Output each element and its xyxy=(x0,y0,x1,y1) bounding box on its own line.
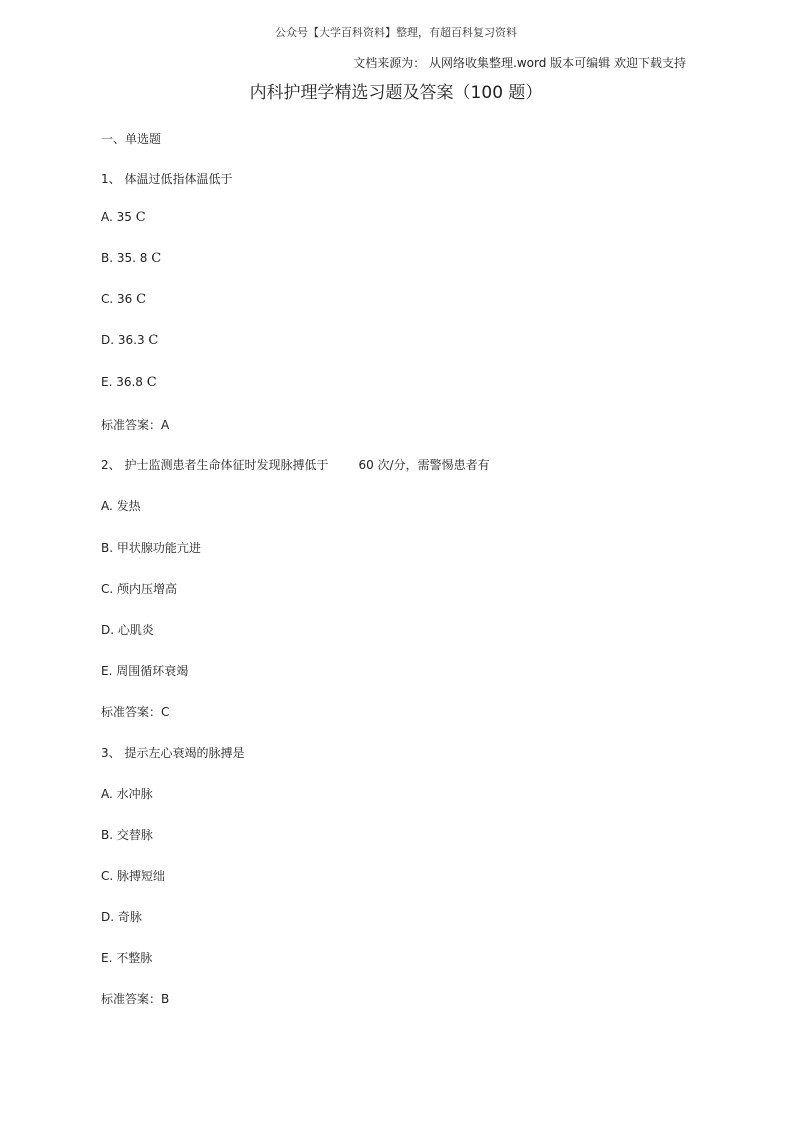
question-1-option-d xyxy=(101,333,158,348)
degree-unit: C xyxy=(148,333,159,348)
question-1-answer: 标准答案：A xyxy=(101,418,170,432)
question-3-stem: 3、 提示左心衰竭的脉搏是 xyxy=(101,746,245,760)
degree-unit: C xyxy=(151,251,162,266)
question-2-option-a: A. 发热 xyxy=(101,499,141,513)
question-2-stem-tail: 60 次/分，需警惕患者有 xyxy=(358,458,490,472)
question-3-option-b: B. 交替脉 xyxy=(101,828,153,842)
option-text: D. 36.3 xyxy=(101,333,149,347)
question-1-option-e xyxy=(101,375,157,390)
question-2-option-e: E. 周围循环衰竭 xyxy=(101,664,189,678)
degree-unit: C xyxy=(135,210,146,225)
question-2-answer: 标准答案：C xyxy=(101,705,170,719)
question-1-stem: 1、 体温过低指体温低于 xyxy=(101,172,233,186)
question-1-option-c xyxy=(101,292,146,307)
question-2-option-c: C. 颅内压增高 xyxy=(101,582,178,596)
question-3-answer: 标准答案：B xyxy=(101,992,170,1006)
degree-unit: C xyxy=(136,292,147,307)
question-2-stem-text: 2、 护士监测患者生命体征时发现脉搏低于 xyxy=(101,458,329,472)
question-3-option-d: D. 奇脉 xyxy=(101,910,142,924)
option-text: E. 36.8 xyxy=(101,375,147,389)
document-title: 内科护理学精选习题及答案（100 题） xyxy=(249,83,543,103)
page-header-watermark: 公众号【大学百科资料】整理，有超百科复习资料 xyxy=(275,26,517,39)
option-text: B. 35. 8 xyxy=(101,251,152,265)
question-1-option-a xyxy=(101,210,146,225)
question-3-option-c: C. 脉搏短绌 xyxy=(101,869,166,883)
question-1-option-b xyxy=(101,251,161,266)
option-text: C. 36 xyxy=(101,292,137,306)
question-2-option-b: B. 甲状腺功能亢进 xyxy=(101,541,201,555)
question-2-option-d: D. 心肌炎 xyxy=(101,623,154,637)
degree-unit: C xyxy=(146,375,157,390)
option-text: A. 35 xyxy=(101,210,136,224)
question-3-option-e: E. 不整脉 xyxy=(101,951,153,965)
source-note: 文档来源为： 从网络收集整理.word 版本可编辑 欢迎下载支持 xyxy=(353,56,686,70)
section-heading: 一、单选题 xyxy=(101,132,162,146)
question-2-stem xyxy=(101,456,490,473)
question-3-option-a: A. 水冲脉 xyxy=(101,787,153,801)
